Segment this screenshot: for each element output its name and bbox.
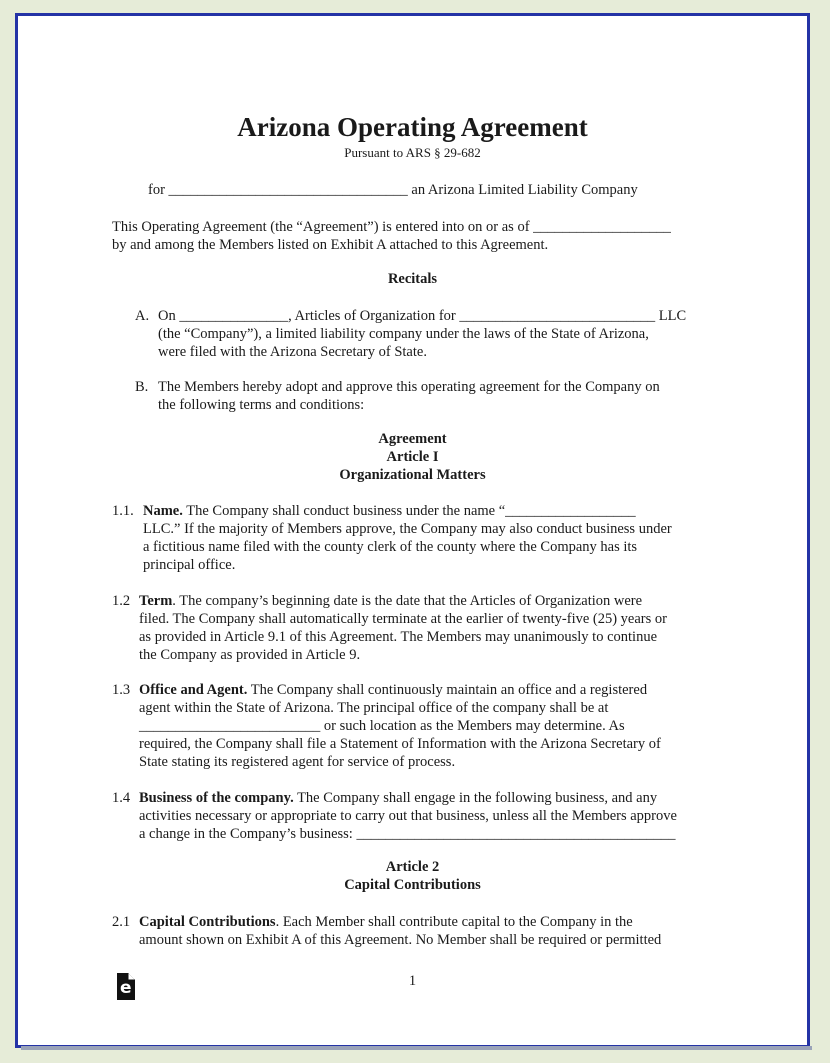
section-1-2-line-4: the Company as provided in Article 9. bbox=[139, 647, 361, 663]
section-1-2-number: 1.2 bbox=[112, 593, 131, 609]
section-1-2-first-text: . The company’s beginning date is the date that the Articles of Organization were bbox=[172, 593, 643, 609]
section-2-1-first-text: . Each Member shall contribute capital to the Company in the bbox=[275, 914, 633, 930]
section-1-4-line-2: activities necessary or appropriate to carry out that business, unless all the Members approve bbox=[139, 808, 677, 824]
section-1-4-first-text: The Company shall engage in the following business, and any bbox=[293, 790, 658, 806]
section-2-1-first-line bbox=[139, 913, 633, 931]
section-1-3-line-3: _________________________ or such location as the Members may determine. As bbox=[139, 718, 625, 734]
section-1-3-number: 1.3 bbox=[112, 682, 131, 698]
section-1-1-number: 1.1. bbox=[112, 503, 134, 519]
section-1-2-line-3: as provided in Article 9.1 of this Agreement. The Members may unanimously to continue bbox=[139, 629, 658, 645]
section-2-1-title: Capital Contributions bbox=[139, 914, 276, 930]
section-1-3-first-line bbox=[139, 681, 647, 699]
section-1-3-first-text: The Company shall continuously maintain an office and a registered bbox=[247, 682, 648, 698]
section-1-3-line-5: State stating its registered agent for service of process. bbox=[139, 754, 456, 770]
recital-b-line-1: The Members hereby adopt and approve this operating agreement for the Company on bbox=[158, 379, 660, 395]
section-1-1-line-4: principal office. bbox=[143, 557, 236, 573]
recital-a-line-1: On _______________, Articles of Organization for ___________________________ LLC bbox=[158, 308, 687, 324]
section-1-4-title: Business of the company. bbox=[139, 790, 294, 806]
article-1-heading: Article I bbox=[386, 449, 439, 465]
section-1-3-title: Office and Agent. bbox=[139, 682, 248, 698]
intro-line-2: by and among the Members listed on Exhibit A attached to this Agreement. bbox=[112, 237, 549, 253]
section-1-4-number: 1.4 bbox=[112, 790, 131, 806]
for-line: for _________________________________ an Arizona Limited Liability Company bbox=[148, 182, 638, 198]
section-1-1-first-text: The Company shall conduct business under the name “__________________ bbox=[182, 503, 636, 519]
section-2-1-number: 2.1 bbox=[112, 914, 131, 930]
section-1-4-first-line bbox=[139, 789, 657, 807]
section-1-2-title: Term bbox=[139, 593, 173, 609]
recital-a-line-3: were filed with the Arizona Secretary of State. bbox=[158, 344, 427, 360]
recital-a-line-2: (the “Company”), a limited liability company under the laws of the State of Arizona, bbox=[158, 326, 649, 342]
intro-line-1: This Operating Agreement (the “Agreement”) is entered into on or as of ___________________ bbox=[112, 219, 671, 235]
section-1-1-line-2: LLC.” If the majority of Members approve, the Company may also conduct business under bbox=[143, 521, 672, 537]
article-1-subheading: Organizational Matters bbox=[339, 467, 486, 483]
section-1-2-line-2: filed. The Company shall automatically terminate at the earlier of twenty-five (25) years or bbox=[139, 611, 667, 627]
page-shadow bbox=[21, 1046, 812, 1050]
recitals-heading: Recitals bbox=[387, 271, 438, 287]
document-page bbox=[18, 16, 807, 1045]
page-number: 1 bbox=[408, 973, 417, 989]
section-1-3-line-4: required, the Company shall file a Statement of Information with the Arizona Secretary of bbox=[139, 736, 661, 752]
recital-b-label: B. bbox=[135, 379, 149, 395]
agreement-heading: Agreement bbox=[378, 431, 447, 447]
document-logo-icon bbox=[115, 973, 135, 1000]
recital-a-label: A. bbox=[135, 308, 150, 324]
section-1-4-line-3: a change in the Company’s business: ____________________________________________ bbox=[139, 826, 676, 842]
section-2-1-line-2: amount shown on Exhibit A of this Agreement. No Member shall be required or permitted bbox=[139, 932, 662, 948]
recital-b-line-2: the following terms and conditions: bbox=[158, 397, 365, 413]
article-2-subheading: Capital Contributions bbox=[344, 877, 481, 893]
section-1-1-title: Name. bbox=[143, 503, 183, 519]
article-2-heading: Article 2 bbox=[385, 859, 440, 875]
section-1-3-line-2: agent within the State of Arizona. The principal office of the company shall be at bbox=[139, 700, 609, 716]
section-1-1-first-line bbox=[143, 502, 636, 520]
document-title: Arizona Operating Agreement bbox=[237, 112, 588, 142]
document-subtitle: Pursuant to ARS § 29-682 bbox=[344, 145, 481, 160]
section-1-1-line-3: a fictitious name filed with the county clerk of the county where the Company has its bbox=[143, 539, 638, 555]
section-1-2-first-line bbox=[139, 592, 642, 610]
logo-letter: e bbox=[120, 978, 132, 998]
